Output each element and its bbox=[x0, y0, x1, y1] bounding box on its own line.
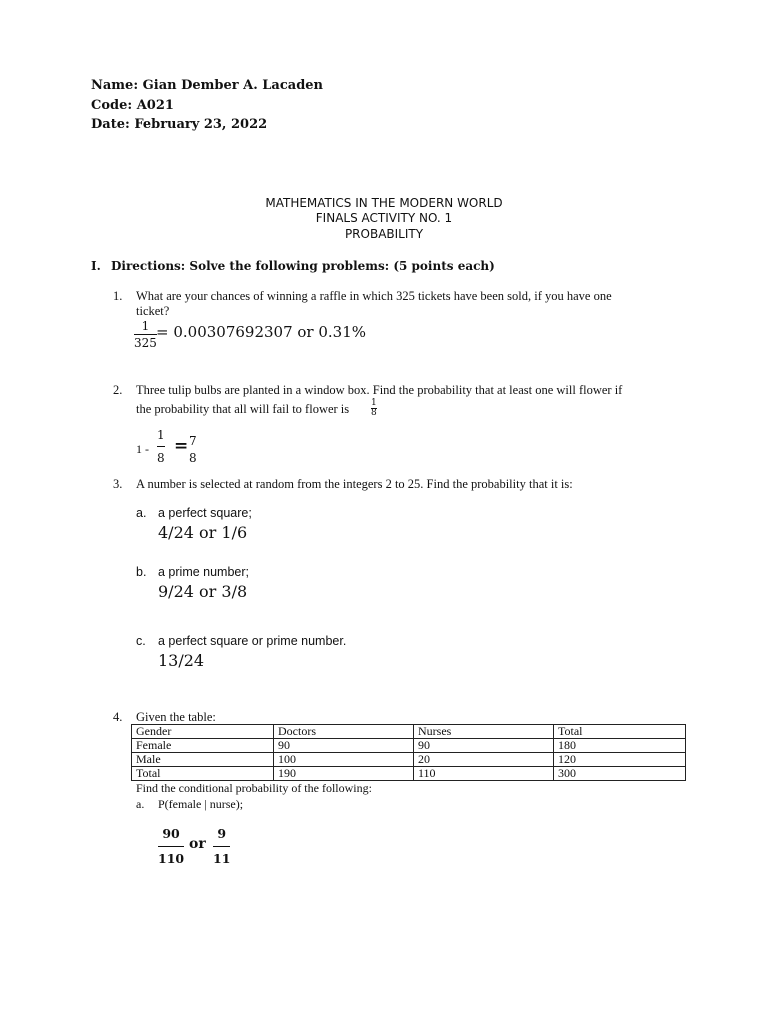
code-label: Code: bbox=[91, 98, 133, 113]
q2-equals: = bbox=[174, 436, 189, 456]
q3c-letter: c. bbox=[136, 634, 146, 648]
q4a-text: P(female | nurse); bbox=[158, 797, 244, 811]
table-cell: 90 bbox=[414, 739, 554, 753]
q1-frac-bar bbox=[134, 334, 157, 335]
q2-ans-fraction-2 bbox=[189, 435, 197, 464]
q4a-ans-or: or bbox=[189, 836, 206, 852]
code-line bbox=[91, 98, 174, 113]
q1-text-line-1: What are your chances of winning a raffle in which 325 tickets have been sold, if you have one bbox=[136, 289, 612, 303]
table-cell: 110 bbox=[414, 767, 554, 781]
table-header-cell: Doctors bbox=[274, 725, 414, 739]
q3b-text: a prime number; bbox=[158, 565, 250, 579]
q3b-letter: b. bbox=[136, 565, 147, 579]
q2-ans-bar-1 bbox=[157, 446, 165, 447]
q2-ans-fraction-1 bbox=[157, 429, 165, 464]
q3a-answer: 4/24 or 1/6 bbox=[158, 523, 248, 542]
q1-text-line-2: ticket? bbox=[136, 304, 170, 318]
title-line-2: FINALS ACTIVITY NO. 1 bbox=[315, 211, 453, 225]
q4-text: Given the table: bbox=[136, 710, 216, 724]
table-cell: Male bbox=[132, 753, 274, 767]
q3-text: A number is selected at random from the integers 2 to 25. Find the probability that it is: bbox=[136, 477, 573, 491]
table-row bbox=[132, 753, 686, 767]
section-directions bbox=[91, 259, 495, 273]
q2-ans-num-1: 1 bbox=[157, 428, 165, 442]
q2-ans-num-2: 7 bbox=[189, 434, 197, 448]
q4a-ans-fraction-1 bbox=[158, 828, 184, 865]
q4-number: 4. bbox=[113, 710, 123, 724]
q2-ans-bar-2 bbox=[189, 449, 197, 450]
table-cell: Total bbox=[132, 767, 274, 781]
q4a-letter: a. bbox=[136, 797, 145, 811]
q1-fraction bbox=[134, 320, 157, 349]
table-cell: 100 bbox=[274, 753, 414, 767]
title-line-3: PROBABILITY bbox=[344, 227, 424, 241]
date-label: Date: bbox=[91, 117, 130, 132]
q3a-text: a perfect square; bbox=[158, 506, 252, 520]
table-cell: 20 bbox=[414, 753, 554, 767]
q2-number: 2. bbox=[113, 383, 123, 397]
q4a-ans-num-1: 90 bbox=[162, 826, 180, 841]
table-header-cell: Gender bbox=[132, 725, 274, 739]
q2-text-line-2: the probability that all will fail to flower is bbox=[136, 402, 350, 416]
q4a-ans-bar-2 bbox=[213, 846, 230, 847]
section-number: I. bbox=[91, 259, 101, 273]
date-line bbox=[91, 117, 267, 132]
table-header-row bbox=[132, 725, 686, 739]
q2-ans-den-1: 8 bbox=[157, 451, 165, 465]
q3b-answer: 9/24 or 3/8 bbox=[158, 582, 248, 601]
q2-ans-den-2: 8 bbox=[189, 451, 197, 465]
q1-answer: = 0.00307692307 or 0.31% bbox=[156, 323, 367, 341]
q2-given-fraction bbox=[371, 399, 377, 418]
q2-ans-prefix: 1 - bbox=[136, 442, 149, 456]
q3c-text: a perfect square or prime number. bbox=[158, 634, 347, 648]
q4-instruction: Find the conditional probability of the following: bbox=[136, 781, 372, 795]
table-cell: Female bbox=[132, 739, 274, 753]
q1-frac-num: 1 bbox=[141, 319, 150, 333]
table-cell: 190 bbox=[274, 767, 414, 781]
table-cell: 300 bbox=[554, 767, 686, 781]
table-cell: 180 bbox=[554, 739, 686, 753]
q2-text-line-1: Three tulip bulbs are planted in a window box. Find the probability that at least one will flower if bbox=[136, 383, 623, 397]
table-row bbox=[132, 767, 686, 781]
q3a-letter: a. bbox=[136, 506, 147, 520]
q1-number: 1. bbox=[113, 289, 123, 303]
q3c-answer: 13/24 bbox=[158, 651, 205, 670]
q2-given-num: 1 bbox=[371, 398, 377, 408]
table-header-cell: Total bbox=[554, 725, 686, 739]
q3-number: 3. bbox=[113, 477, 123, 491]
name-label: Name: bbox=[91, 78, 139, 93]
table-cell: 90 bbox=[274, 739, 414, 753]
name-line bbox=[91, 78, 323, 93]
q4a-ans-fraction-2 bbox=[213, 828, 230, 865]
table-row bbox=[132, 739, 686, 753]
q1-frac-den: 325 bbox=[134, 336, 157, 350]
q4a-ans-bar-1 bbox=[158, 846, 184, 847]
code-value: A021 bbox=[136, 98, 174, 113]
q4a-ans-den-2: 11 bbox=[213, 850, 231, 866]
title-line-1: MATHEMATICS IN THE MODERN WORLD bbox=[265, 196, 503, 210]
directions-text: Directions: Solve the following problems: (5 points each) bbox=[110, 259, 495, 273]
q4a-ans-num-2: 9 bbox=[217, 826, 227, 841]
q2-given-den: 8 bbox=[371, 408, 377, 418]
q4a-ans-den-1: 110 bbox=[158, 850, 185, 866]
table-header-cell: Nurses bbox=[414, 725, 554, 739]
table-cell: 120 bbox=[554, 753, 686, 767]
date-value: February 23, 2022 bbox=[134, 117, 268, 132]
gender-table bbox=[131, 724, 686, 781]
name-value: Gian Dember A. Lacaden bbox=[142, 78, 324, 93]
